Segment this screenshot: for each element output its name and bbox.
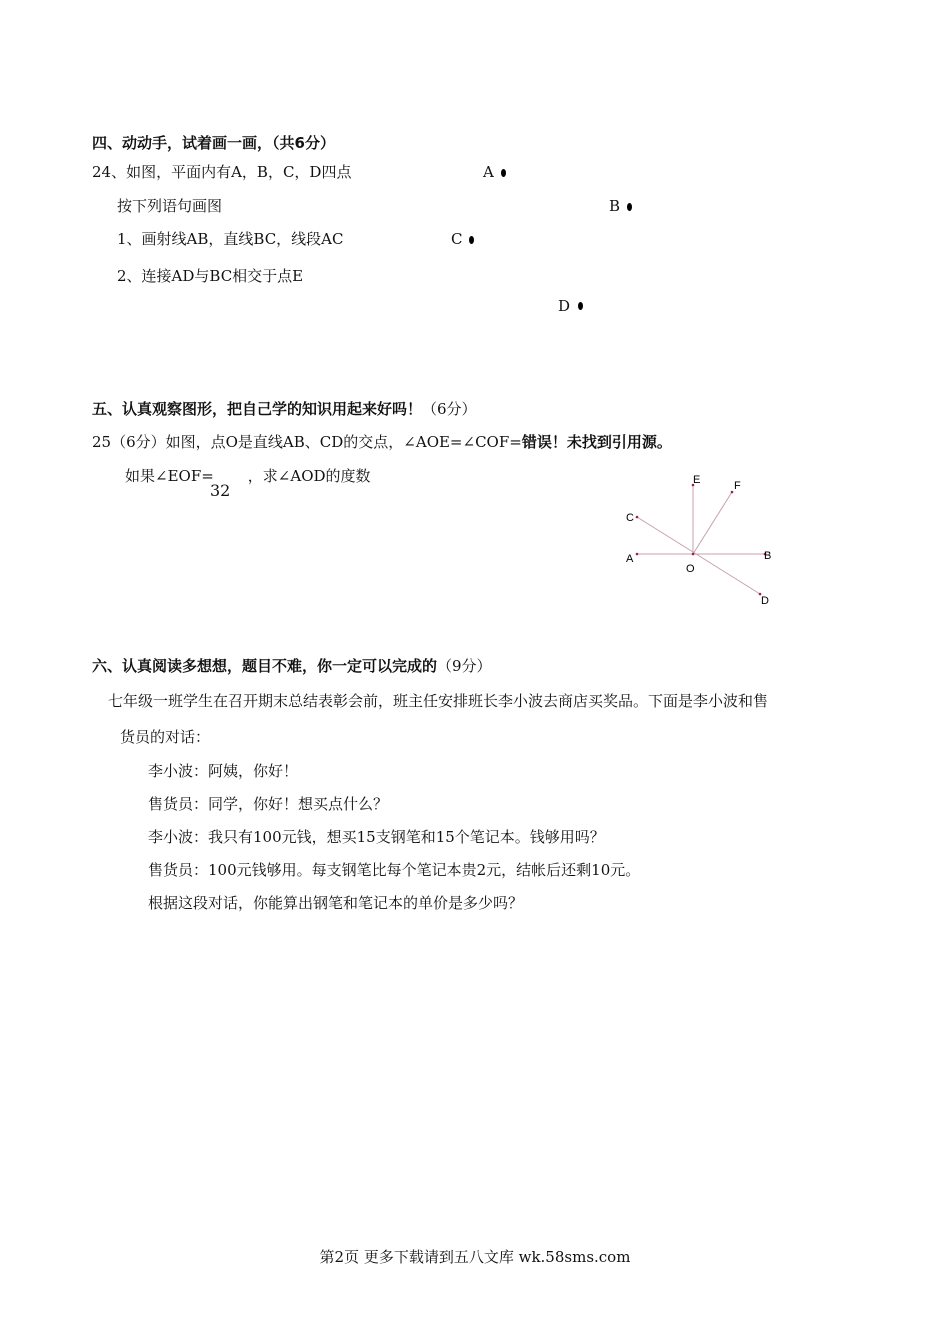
section6-intro-2: 货员的对话： xyxy=(120,728,211,746)
q25-line2-b: ，求∠AOD的度数 xyxy=(247,467,371,485)
line-cd xyxy=(637,517,760,594)
q25-value: 32 xyxy=(210,481,231,500)
q25-line2 xyxy=(125,466,371,486)
section6-heading-score: （9分） xyxy=(437,657,492,675)
q25-line2-a: 如果∠EOF= xyxy=(125,467,214,485)
section5-heading xyxy=(92,399,477,419)
fig-label-b: B xyxy=(764,550,772,562)
fig-label-o: O xyxy=(686,563,695,575)
ray-of xyxy=(693,492,732,554)
dialog-line: 售货员：100元钱够用。每支钢笔比每个笔记本贵2元，结帐后还剩10元。 xyxy=(148,861,641,879)
point-b-dot xyxy=(627,203,632,211)
section6-intro-1: 七年级一班学生在召开期末总结表彰会前，班主任安排班长李小波去商店买奖品。下面是李小波和售 xyxy=(108,692,769,710)
section6-heading-text: 六、认真阅读多想想，题目不难，你一定可以完成的 xyxy=(92,657,438,675)
fig-point-f xyxy=(731,491,734,494)
section4-heading: 四、动动手，试着画一画，（共6分） xyxy=(92,134,335,152)
q24-line2: 按下列语句画图 xyxy=(117,197,223,215)
fig-label-f: F xyxy=(734,480,741,492)
q25-line1 xyxy=(92,432,672,452)
fig-label-a: A xyxy=(626,553,634,565)
dialog-line: 李小波：我只有100元钱，想买15支钢笔和15个笔记本。钱够用吗？ xyxy=(148,828,605,846)
q25-error-text: 错误！未找到引用源。 xyxy=(521,433,672,451)
point-b-label: B xyxy=(609,197,621,215)
fig-label-e: E xyxy=(693,474,701,486)
dialog-line: 李小波：阿姨，你好！ xyxy=(148,762,299,780)
q25-text: 25（6分）如图，点O是直线AB、CD的交点，∠AOE=∠COF= xyxy=(92,433,522,451)
point-a-label: A xyxy=(483,163,494,181)
point-c-dot xyxy=(469,236,474,244)
q24-line3: 1、画射线AB，直线BC，线段AC xyxy=(117,230,344,248)
section5-heading-score: （6分） xyxy=(422,400,477,418)
point-d-label: D xyxy=(558,297,571,315)
q24-line1: 24、如图，平面内有A，B，C，D四点 xyxy=(92,163,352,181)
point-a-dot xyxy=(501,169,506,177)
dialog-line: 售货员：同学，你好！想买点什么？ xyxy=(148,795,389,813)
angle-figure xyxy=(615,470,785,610)
point-c-label: C xyxy=(451,230,463,248)
point-d-dot xyxy=(578,302,583,310)
fig-point-c xyxy=(636,516,639,519)
fig-point-a xyxy=(636,553,639,556)
fig-label-d: D xyxy=(761,595,769,607)
dialog-line: 根据这段对话，你能算出钢笔和笔记本的单价是多少吗？ xyxy=(148,894,524,912)
section6-heading xyxy=(92,656,492,676)
q24-line4: 2、连接AD与BC相交于点E xyxy=(117,267,304,285)
section5-heading-text: 五、认真观察图形，把自己学的知识用起来好吗！ xyxy=(92,400,423,418)
page-footer: 第2页 更多下载请到五八文库 wk.58sms.com xyxy=(319,1248,631,1266)
fig-point-o xyxy=(692,553,695,556)
fig-label-c: C xyxy=(626,512,634,524)
